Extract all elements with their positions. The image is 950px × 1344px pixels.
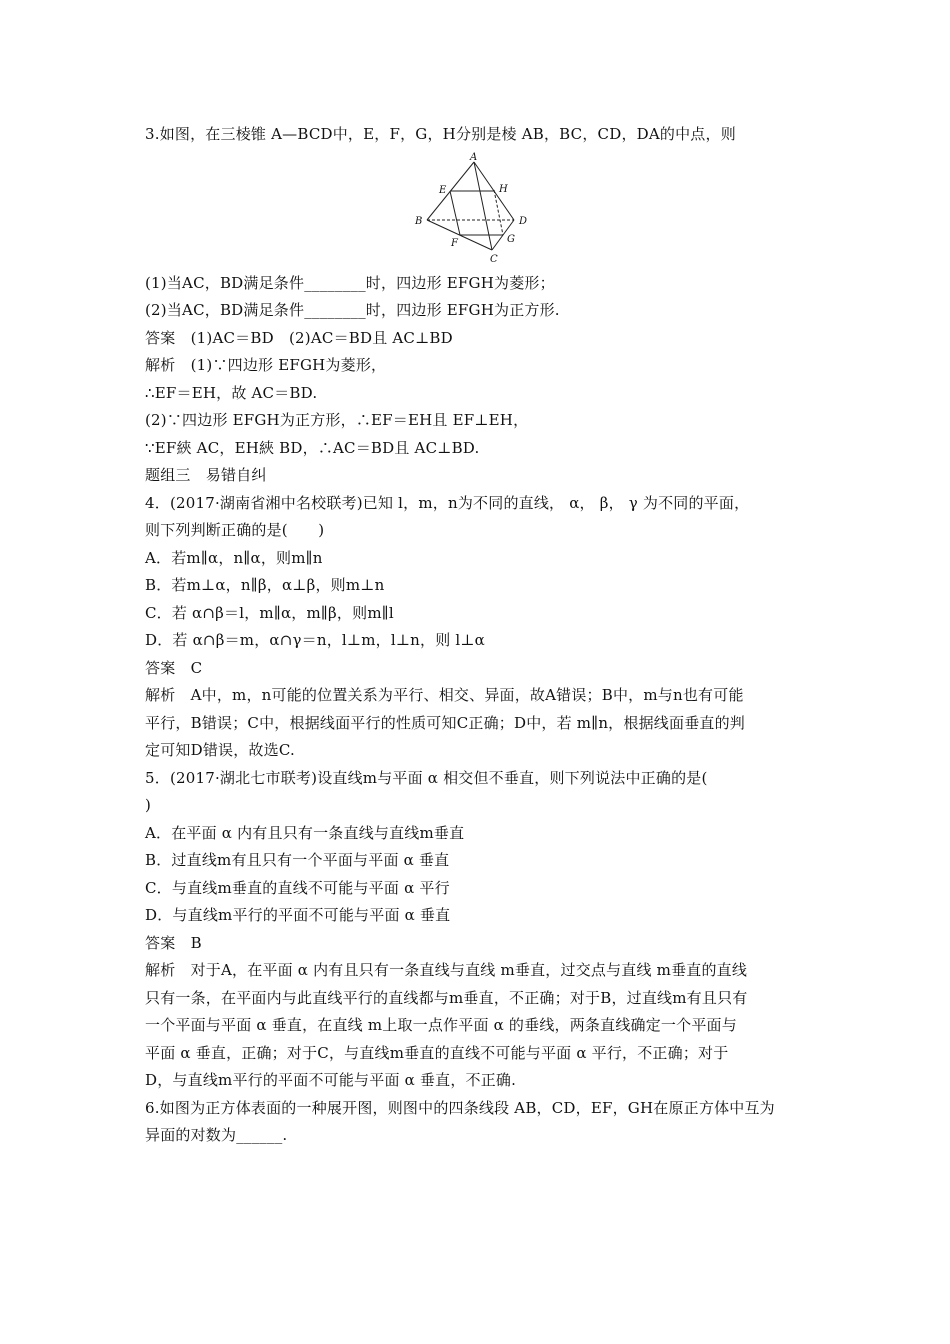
q6-stem-2: 异面的对数为______. [145,1126,288,1144]
label-C: C [490,254,498,265]
q5-analysis-2: 只有一条，在平面内与此直线平行的直线都与m垂直，不正确；对于B，过直线m有且只有 [145,989,748,1007]
label-D: D [519,216,528,227]
q4-answer: 答案 C [145,659,203,677]
q4-option-c: C．若 α∩β＝l，m∥α，m∥β，则m∥l [145,604,394,622]
q5-stem-1: 5．(2017·湖北七市联考)设直线m与平面 α 相交但不垂直，则下列说法中正确的是( [145,769,708,787]
label-A: A [470,152,478,163]
q4-analysis-1: 解析 A中，m，n可能的位置关系为平行、相交、异面，故A错误；B中，m与n也有可能 [145,686,744,704]
q3-analysis-4: ∵EF綊 AC，EH綊 BD，∴AC＝BD且 AC⊥BD. [145,439,480,457]
label-E: E [439,185,447,196]
q5-analysis-4: 平面 α 垂直，正确；对于C，与直线m垂直的直线不可能与平面 α 平行，不正确；对于 [145,1044,729,1062]
label-G: G [507,234,515,245]
q4-stem-1: 4．(2017·湖南省湘中名校联考)已知 l，m，n为不同的直线， α， β， γ 为不同的平面， [145,494,750,512]
label-B: B [415,216,423,227]
tetrahedron-figure [400,150,550,268]
q4-option-d: D．若 α∩β＝m，α∩γ＝n，l⊥m，l⊥n，则 l⊥α [145,631,486,649]
q3-analysis-2: ∴EF＝EH，故 AC＝BD. [145,384,318,402]
segment-EF [450,191,460,235]
q5-stem-2: ) [145,796,152,814]
q3-part2: (2)当AC，BD满足条件________时，四边形 EFGH为正方形. [145,301,560,319]
q5-answer: 答案 B [145,934,202,952]
q3-answer: 答案 (1)AC＝BD (2)AC＝BD且 AC⊥BD [145,329,453,347]
q4-option-a: A．若m∥α，n∥α，则m∥n [145,549,323,567]
label-F: F [451,238,458,249]
q5-option-d: D．与直线m平行的平面不可能与平面 α 垂直 [145,906,451,924]
q4-analysis-3: 定可知D错误，故选C. [145,741,295,759]
q6-stem-1: 6.如图为正方体表面的一种展开图，则图中的四条线段 AB，CD，EF，GH在原正方体中互为 [145,1099,775,1117]
tetrahedron-diagram [400,150,550,268]
q5-option-c: C．与直线m垂直的直线不可能与平面 α 平行 [145,879,450,897]
q3-part1: (1)当AC，BD满足条件________时，四边形 EFGH为菱形； [145,274,555,292]
q5-option-a: A．在平面 α 内有且只有一条直线与直线m垂直 [145,824,465,842]
q4-stem-2: 则下列判断正确的是( ) [145,521,325,539]
q3-stem: 3.如图，在三棱锥 A—BCD中，E，F，G，H分别是棱 AB，BC，CD，DA的中点，则 [145,125,736,143]
q4-analysis-2: 平行，B错误；C中，根据线面平行的性质可知C正确；D中，若 m∥n，根据线面垂直的判 [145,714,745,732]
label-H: H [499,184,508,195]
section-heading: 题组三 易错自纠 [145,466,267,484]
q5-analysis-5: D，与直线m平行的平面不可能与平面 α 垂直，不正确. [145,1071,517,1089]
q5-analysis-1: 解析 对于A，在平面 α 内有且只有一条直线与直线 m垂直，过交点与直线 m垂直的直线 [145,961,748,979]
q4-option-b: B．若m⊥α，n∥β，α⊥β，则m⊥n [145,576,385,594]
q5-analysis-3: 一个平面与平面 α 垂直，在直线 m上取一点作平面 α 的垂线，两条直线确定一个平面与 [145,1016,737,1034]
q5-option-b: B．过直线m有且只有一个平面与平面 α 垂直 [145,851,450,869]
q3-analysis-1: 解析 (1)∵四边形 EFGH为菱形， [145,356,387,374]
q3-analysis-3: (2)∵四边形 EFGH为正方形，∴EF＝EH且 EF⊥EH， [145,411,529,429]
